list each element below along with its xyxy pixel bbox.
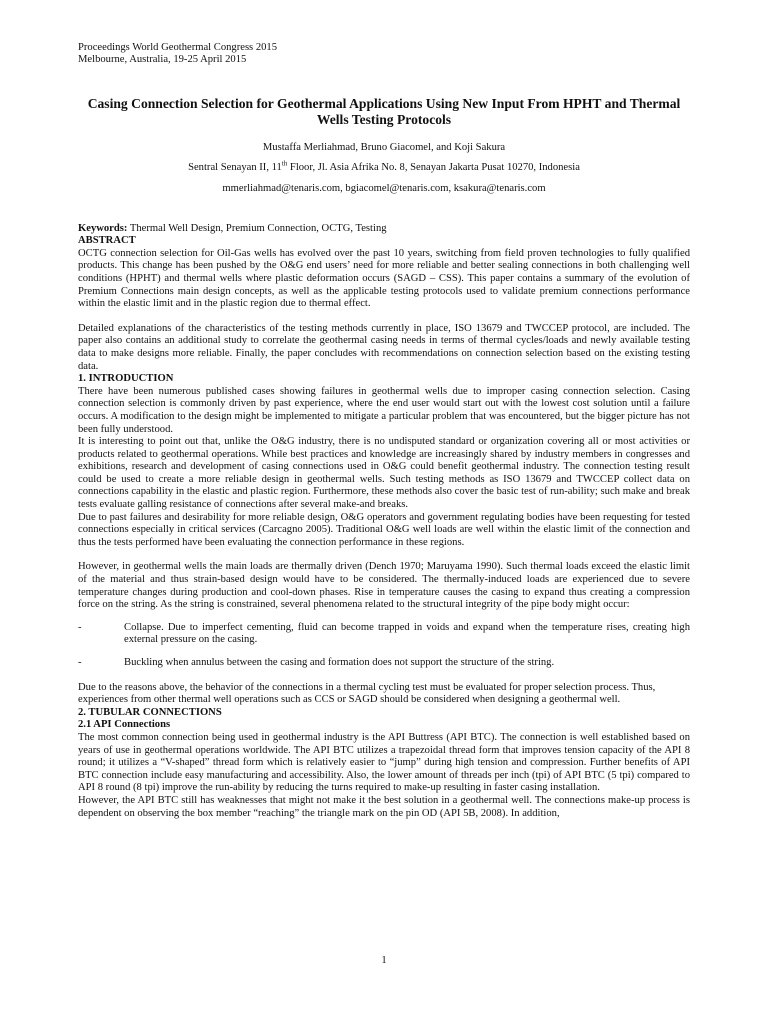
- authors: Mustaffa Merliahmad, Bruno Giacomel, and Koji Sakura: [262, 141, 506, 153]
- introduction-paragraph-5: Due to the reasons above, the behavior of the connections in a thermal cycling test must be evaluated for proper selection process. Thus, experiences from other thermal well operations such as CCS or SAGD should be considered when designing a geothermal well.: [78, 681, 656, 706]
- conference-name: Proceedings World Geothermal Congress 2015: [78, 42, 278, 53]
- affiliation-part-1: Sentral Senayan II, 11: [188, 162, 282, 174]
- introduction-paragraph-3: Due to past failures and desirability for more reliable design, O&G operators and government regulating bodies have been requesting for tested connections especially in critical services (Carcagno 2005). Traditional O&G well loads are well within the elastic limit of the connection and thus the tests performed have been evaluating the connection performance in these regions.: [78, 511, 690, 548]
- list-item: [78, 622, 690, 647]
- conference-location: Melbourne, Australia, 19-25 April 2015: [78, 54, 247, 66]
- abstract-heading: ABSTRACT: [78, 235, 136, 247]
- bullet-text-collapse: Collapse. Due to imperfect cementing, fluid can become trapped in voids and expand when the temperature rises, creating high external pressure on the casing.: [124, 621, 690, 646]
- affiliation: [78, 159, 690, 175]
- abstract-paragraph-2: Detailed explanations of the characteristics of the testing methods currently in place, ISO 13679 and TWCCEP protocol, are included. The paper also contains an additional study to correlate the geothermal casing needs in terms of thermal cycles/loads and newly available testing data to make designs more reliable. Finally, the paper concludes with recommendations on connection selection based on the existing testing data.: [78, 322, 690, 372]
- introduction-heading: 1. INTRODUCTION: [78, 373, 174, 385]
- keywords-text: Thermal Well Design, Premium Connection, OCTG, Testing: [127, 222, 387, 234]
- author-emails: mmerliahmad@tenaris.com, bgiacomel@tenaris.com, ksakura@tenaris.com: [222, 183, 546, 194]
- list-item: [78, 657, 690, 670]
- bullet-text-buckling: Buckling when annulus between the casing and formation does not support the structure of the string.: [124, 657, 555, 668]
- abstract-paragraph-1: OCTG connection selection for Oil-Gas wells has evolved over the past 10 years, switching from field proven technologies to fully qualified products. This change has been pushed by the O&G end users’ need for more reliable and better sealing connections in both challenging well conditions (HPHT) and thermal wells where plastic deformation occurs (SAGD – CSS). This paper contains a summary of the evolution of Premium Connections main design concepts, as well as the applicable testing protocols used to validate premium connections performance within the elastic limit and in the plastic region due to thermal effect.: [78, 247, 690, 310]
- page-number: 1: [381, 955, 387, 966]
- keywords-label: Keywords:: [78, 222, 128, 234]
- introduction-paragraph-1: There have been numerous published cases showing failures in geothermal wells due to improper casing connection selection. Casing connection selection is commonly driven by past experience, where the end user would start out with the lowest cost solution until a failure occurs. A modification to the design might be implemented to mitigate a particular problem that was encountered, but the bigger picture has not been fully understood.: [78, 385, 690, 435]
- introduction-paragraph-4: However, in geothermal wells the main loads are thermally driven (Dench 1970; Maruyama 1990). Such thermal loads exceed the elastic limit of the material and thus strain-based design would have to be considered. The thermally-induced loads are experienced due to severe temperature changes during production and cool-down phases. Rise in temperature causes the casing to expand thus creating a compression force on the string. As the string is constrained, several phenomena related to the structural integrity of the pipe body might occur:: [78, 561, 690, 611]
- bullet-dash: -: [78, 621, 82, 633]
- api-connections-subheading: 2.1 API Connections: [78, 719, 171, 731]
- bullet-dash: -: [78, 657, 82, 668]
- tubular-paragraph-2: However, the API BTC still has weaknesses that might not make it the best solution in a geothermal well. The connections make-up process is dependent on observing the box member “reaching” the triangle mark on the pin OD (API 5B, 2008). In addition,: [78, 794, 690, 819]
- tubular-connections-heading: 2. TUBULAR CONNECTIONS: [78, 706, 222, 718]
- keywords: [78, 223, 690, 236]
- tubular-paragraph-1: The most common connection being used in geothermal industry is the API Buttress (API BTC). The connection is well established based on years of use in geothermal operations worldwide. The API BTC utilizes a trapezoidal thread form that improves tension capacity of the API 8 round; it utilizes a “V-shaped” thread form which is relatively easier to “jump” during high tension and compression. Further benefits of API BTC connection include easy manufacturing and accessibility. Also, the lower amount of threads per inch (tpi) of API BTC (5 tpi) compared to API 8 round (8 tpi) improve the run-ability by reducing the turns required to make-up resulting in faster casing installation.: [78, 731, 690, 794]
- affiliation-part-2: Floor, Jl. Asia Afrika No. 8, Senayan Jakarta Pusat 10270, Indonesia: [287, 162, 580, 174]
- affiliation-superscript: th: [281, 159, 288, 168]
- proceedings-header: [78, 42, 690, 67]
- introduction-paragraph-2: It is interesting to point out that, unlike the O&G industry, there is no undisputed standard or organization covering all or most activities or products related to geothermal operations. While best practices and knowledge are increasingly shared by industry members in congresses and exhibitions, research and development of casing connections used in O&G could benefit geothermal industry. The connection testing result could be used to create a more reliable design in geothermal wells. Such testing methods as ISO 13679 and TWCCEP collect data on connections capability in the elastic and plastic region. Furthermore, these methods also cover the basic test of run-ability; such make and break tests evaluate galling resistance of connections after several make-and breaks.: [78, 436, 690, 511]
- paper-title: Casing Connection Selection for Geothermal Applications Using New Input From HPHT and Thermal Wells Testing Protocols: [87, 95, 681, 127]
